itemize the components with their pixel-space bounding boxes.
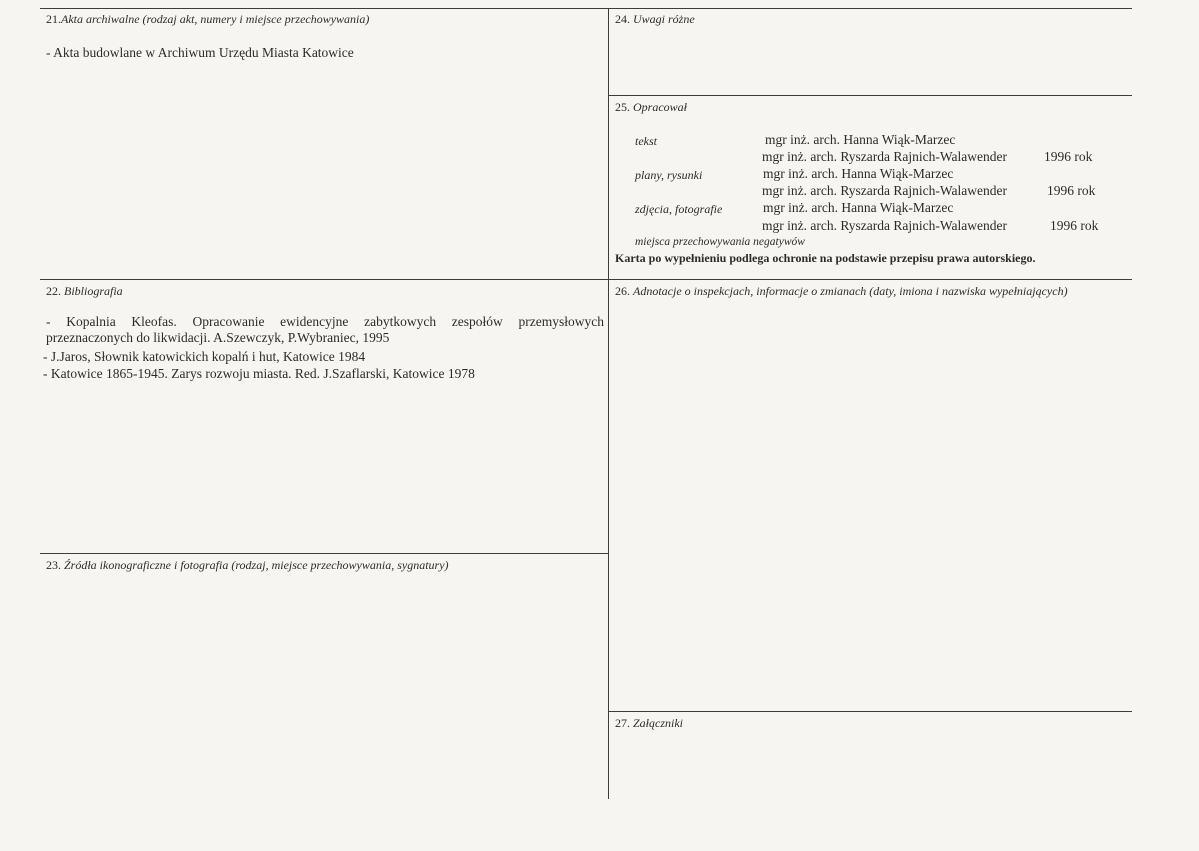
sec25-row-0-label: tekst xyxy=(635,134,657,148)
divider-22-23 xyxy=(40,553,608,554)
sec25-copyright-note: Karta po wypełnieniu podlega ochronie na podstawie przepisu prawa autorskiego. xyxy=(615,251,1036,265)
sec24-label: Uwagi różne xyxy=(633,12,695,26)
divider-26-27 xyxy=(608,711,1132,712)
sec22-label: Bibliografia xyxy=(64,284,123,298)
sec21-number: 21. xyxy=(46,12,61,26)
sec25-row-5-author: mgr inż. arch. Ryszarda Rajnich-Walawender xyxy=(762,218,1008,233)
sec22-item-2: - Katowice 1865-1945. Zarys rozwoju miasta. Red. J.Szaflarski, Katowice 1978 xyxy=(43,366,475,381)
divider-row-1 xyxy=(40,279,1132,280)
sec26-label: Adnotacje o inspekcjach, informacje o zmianach (daty, imiona i nazwiska wypełniających) xyxy=(633,284,1068,298)
sec25-row-5-year: 1996 rok xyxy=(1050,218,1099,233)
sec25-header xyxy=(615,100,687,115)
sec23-number: 23. xyxy=(46,558,61,572)
divider-24-25 xyxy=(608,95,1132,96)
sec27-number: 27. xyxy=(615,716,630,730)
sec25-row-3-author: mgr inż. arch. Ryszarda Rajnich-Walawender xyxy=(762,183,1008,198)
sec21-label: Akta archiwalne (rodzaj akt, numery i miejsce przechowywania) xyxy=(61,12,370,26)
sec25-row-4-label: zdjęcia, fotografie xyxy=(635,202,723,216)
sec25-row-1-year: 1996 rok xyxy=(1044,149,1093,164)
sec25-row-2-author: mgr inż. arch. Hanna Wiąk-Marzec xyxy=(763,166,954,181)
sec23-header xyxy=(46,558,449,573)
sec22-header xyxy=(46,284,123,299)
sec25-row-0-author: mgr inż. arch. Hanna Wiąk-Marzec xyxy=(765,132,956,147)
center-divider xyxy=(608,8,609,799)
sec21-header xyxy=(46,12,369,27)
sec25-row-1-author: mgr inż. arch. Ryszarda Rajnich-Walawender xyxy=(762,149,1008,164)
sec24-number: 24. xyxy=(615,12,630,26)
sec24-header xyxy=(615,12,695,27)
sec25-row-3-year: 1996 rok xyxy=(1047,183,1096,198)
top-edge xyxy=(40,8,1132,9)
sec22-number: 22. xyxy=(46,284,61,298)
sec22-item-1: - J.Jaros, Słownik katowickich kopalń i hut, Katowice 1984 xyxy=(43,349,366,364)
sec25-row-4-author: mgr inż. arch. Hanna Wiąk-Marzec xyxy=(763,200,954,215)
sec27-header xyxy=(615,716,683,731)
sec23-label: Źródła ikonograficzne i fotografia (rodzaj, miejsce przechowywania, sygnatury) xyxy=(64,558,449,572)
sec25-negatives-label: miejsca przechowywania negatywów xyxy=(635,236,805,248)
sec22-item-0: - Kopalnia Kleofas. Opracowanie ewidencyjne zabytkowych zespołów przemysłowych przeznaczonych do likwidacji. A.Szewczyk, P.Wybraniec, 1995 xyxy=(46,314,604,345)
sec25-label: Opracował xyxy=(633,100,687,114)
sec21-item: - Akta budowlane w Archiwum Urzędu Miasta Katowice xyxy=(46,45,354,60)
sec26-number: 26. xyxy=(615,284,630,298)
sec25-number: 25. xyxy=(615,100,630,114)
sec25-row-2-label: plany, rysunki xyxy=(635,168,703,182)
sec27-label: Załączniki xyxy=(633,716,683,730)
sec26-header xyxy=(615,284,1068,299)
